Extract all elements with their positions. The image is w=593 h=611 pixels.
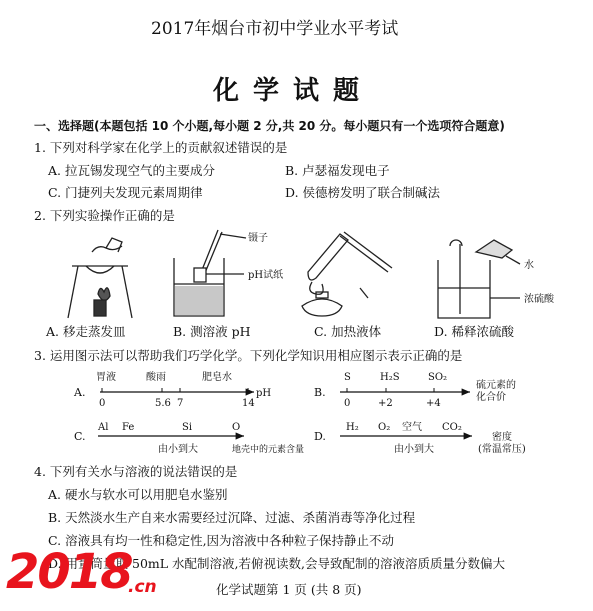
q3-stem: 3. 运用图示法可以帮助我们巧学化学。下列化学知识用相应图示表示正确的是	[34, 348, 463, 363]
q2-option-d: D. 稀释浓硫酸	[434, 324, 515, 339]
diagram-b-tick-plus4: +4	[426, 398, 441, 409]
diagram-a-label-soap: 肥皂水	[202, 372, 232, 383]
diagram-d-under: 由小到大	[394, 444, 434, 455]
label-ph-paper: pH试纸	[248, 270, 284, 281]
q1-option-c: C. 门捷列夫发现元素周期律	[48, 185, 203, 200]
diagram-d-letter: D.	[314, 430, 326, 443]
fig-b-ph-test	[174, 230, 246, 316]
diagram-b-letter: B.	[314, 386, 326, 399]
q3-diagrams	[62, 362, 592, 460]
diagram-c-crust	[74, 422, 304, 455]
q1-option-d: D. 侯德榜发明了联合制碱法	[285, 185, 441, 200]
fig-a-evaporation	[68, 238, 132, 318]
diagram-a-tick-14: 14	[242, 398, 255, 409]
q2-apparatus-figures	[40, 222, 570, 326]
diagram-b-tick-0: 0	[344, 398, 351, 409]
fig-c-heating	[302, 232, 392, 316]
section-heading: 一、选择题(本题包括 10 个小题,每小题 2 分,共 20 分。每小题只有一个选项符合题意)	[34, 119, 505, 133]
q4-option-a: A. 硬水与软水可以用肥皂水鉴别	[48, 487, 228, 502]
diagram-b-sulfur	[314, 372, 516, 409]
diagram-c-label-si: Si	[182, 422, 193, 433]
diagram-d-label-co2: CO₂	[442, 422, 462, 433]
q4-stem: 4. 下列有关水与溶液的说法错误的是	[34, 464, 238, 479]
q1-option-a: A. 拉瓦锡发现空气的主要成分	[48, 163, 215, 178]
subject-title: 化学试题	[213, 76, 374, 106]
exam-title: 2017年烟台市初中学业水平考试	[151, 19, 399, 39]
diagram-a-tick-5-6: 5.6	[155, 398, 171, 409]
q4-option-c: C. 溶液具有均一性和稳定性,因为溶液中各种粒子保持静止不动	[48, 533, 395, 548]
diagram-d-axis-line2: (常温常压)	[478, 444, 526, 455]
diagram-b-axis-line1: 硫元素的	[476, 380, 516, 391]
diagram-c-label-o: O	[232, 422, 241, 433]
label-conc-acid: 浓硫酸	[524, 294, 554, 305]
q2-option-c: C. 加热液体	[314, 324, 382, 339]
diagram-d-density	[314, 420, 526, 455]
diagram-c-under: 由小到大	[158, 444, 198, 455]
diagram-a-tick-7: 7	[177, 398, 184, 409]
diagram-a-label-gastric: 胃液	[96, 372, 116, 383]
diagram-b-axis-line2: 化合价	[476, 392, 506, 403]
watermark-logo: 2018	[6, 544, 132, 600]
diagram-c-letter: C.	[74, 430, 86, 443]
label-water: 水	[524, 260, 534, 271]
watermark-domain: .cn	[128, 577, 157, 597]
diagram-a-letter: A.	[74, 386, 86, 399]
fig-d-dilution	[438, 240, 520, 318]
diagram-a-ph	[73, 370, 271, 409]
diagram-b-label-h2s: H₂S	[380, 372, 400, 383]
q1-option-b: B. 卢瑟福发现电子	[285, 163, 390, 178]
diagram-d-axis-line1: 密度	[492, 432, 512, 443]
q2-option-a: A. 移走蒸发皿	[46, 324, 126, 339]
page-footer: 化学试题第 1 页 (共 8 页)	[216, 582, 362, 597]
label-tweezers: 镊子	[248, 233, 268, 244]
diagram-b-tick-plus2: +2	[378, 398, 393, 409]
q2-option-b: B. 测溶液 pH	[173, 324, 251, 339]
diagram-d-label-o2: O₂	[378, 422, 391, 433]
diagram-c-label-al: Al	[98, 422, 109, 433]
diagram-c-axis: 地壳中的元素含量	[232, 445, 305, 455]
q4-option-b: B. 天然淡水生产自来水需要经过沉降、过滤、杀菌消毒等净化过程	[48, 510, 416, 525]
diagram-a-label-acid-rain: 酸雨	[146, 372, 166, 383]
q4-option-d: D. 用量筒量取 50mL 水配制溶液,若俯视读数,会导致配制的溶液溶质质量分数偏大	[48, 556, 505, 571]
q2-stem: 2. 下列实验操作正确的是	[34, 208, 175, 223]
diagram-d-label-air: 空气	[402, 422, 422, 433]
diagram-a-tick-0: 0	[99, 398, 106, 409]
diagram-c-label-fe: Fe	[122, 422, 135, 433]
diagram-a-axis: pH	[256, 388, 272, 399]
diagram-b-label-so2: SO₂	[428, 372, 448, 383]
diagram-d-label-h2: H₂	[346, 422, 359, 433]
diagram-b-label-s: S	[344, 372, 351, 383]
q1-stem: 1. 下列对科学家在化学上的贡献叙述错误的是	[34, 140, 288, 155]
